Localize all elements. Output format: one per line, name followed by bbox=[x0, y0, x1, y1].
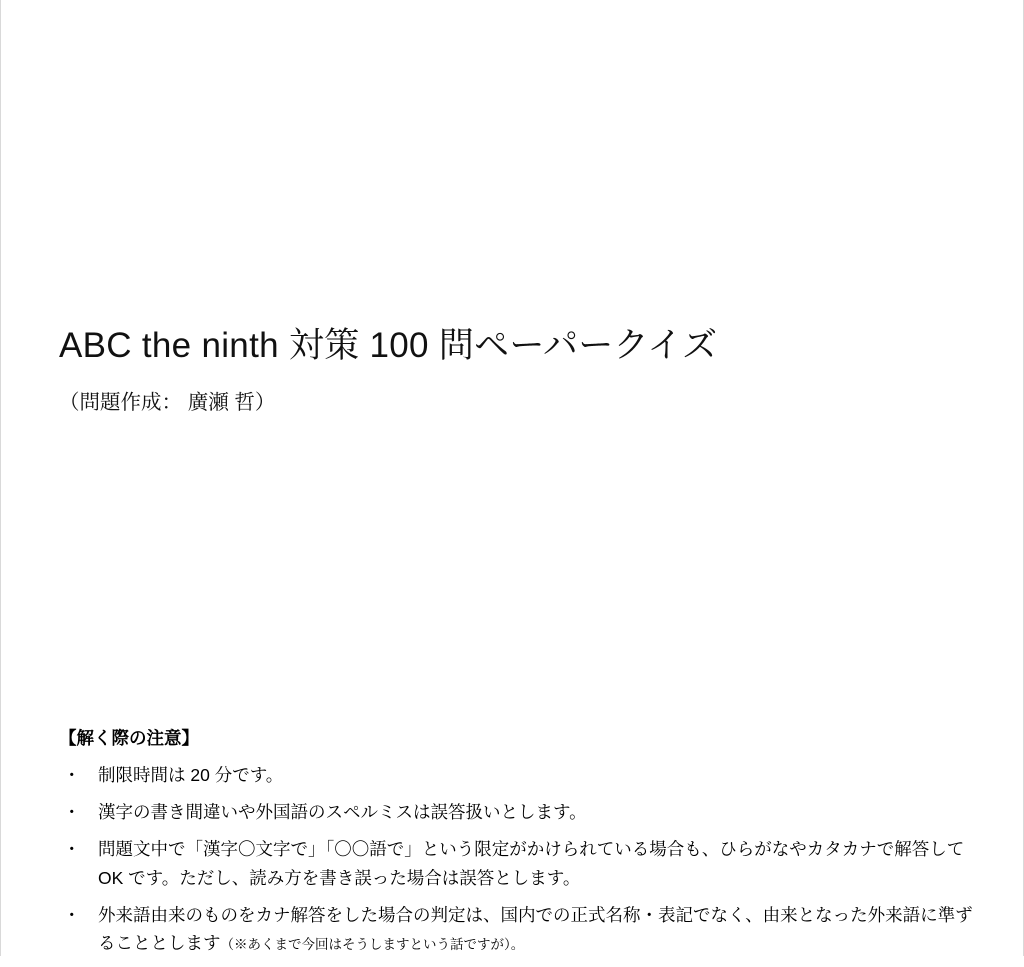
bullet-icon: ・ bbox=[63, 801, 81, 822]
page-left-edge bbox=[0, 0, 1, 956]
list-item bbox=[59, 901, 979, 958]
bullet-icon: ・ bbox=[63, 764, 81, 785]
document-header-block bbox=[59, 0, 969, 416]
list-item-text: 外来語由来のものをカナ解答をした場合の判定は、国内での正式名称・表記でなく、由来となった外来語に準ずることとします bbox=[98, 904, 973, 954]
list-item-note: （※あくまで今回はそうしますという話ですが）。 bbox=[220, 937, 525, 953]
page-title: ABC the ninth 対策 100 問ペーパークイズ bbox=[59, 326, 718, 365]
notes-heading: 【解く際の注意】 bbox=[59, 728, 199, 748]
list-item-text: 制限時間は 20 分です。 bbox=[98, 764, 284, 785]
document-byline: （問題作成： 廣瀬 哲） bbox=[59, 390, 276, 414]
list-item bbox=[59, 761, 979, 789]
list-item bbox=[59, 798, 979, 826]
notes-section bbox=[59, 726, 979, 967]
list-item bbox=[59, 835, 979, 892]
bullet-icon: ・ bbox=[63, 904, 81, 925]
list-item-text: 問題文中で「漢字〇文字で」「〇〇語で」という限定がかけられている場合も、ひらがなやカタカナで解答して OK です。ただし、読み方を書き誤った場合は誤答とします。 bbox=[98, 839, 965, 888]
notes-list bbox=[59, 761, 979, 958]
list-item-text: 漢字の書き間違いや外国語のスペルミスは誤答扱いとします。 bbox=[98, 801, 587, 822]
bullet-icon: ・ bbox=[63, 839, 81, 860]
